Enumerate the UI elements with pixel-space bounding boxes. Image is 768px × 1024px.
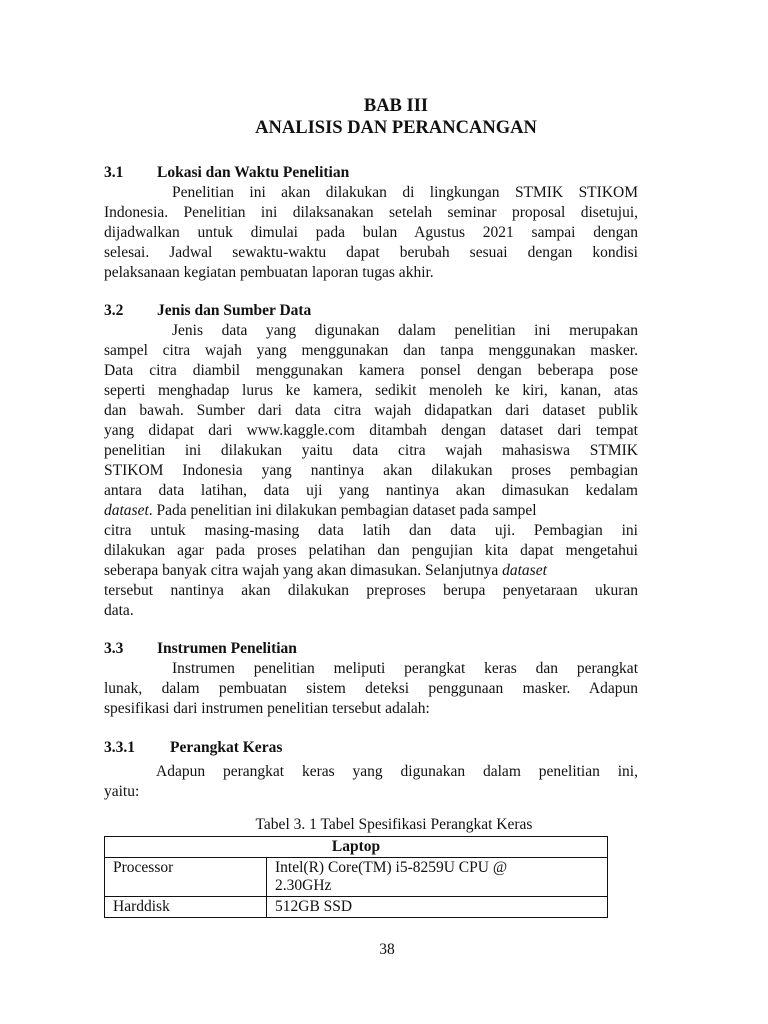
table-cell-label: Harddisk (105, 897, 267, 918)
italic-term: dataset (502, 562, 547, 579)
paragraph-line: dilakukan agar pada proses pelatihan dan pengujian kita dapat mengetahui (104, 542, 638, 559)
section-paragraph-3-3 (104, 659, 638, 719)
page-number (0, 941, 768, 959)
paragraph-line: Instrumen penelitian meliputi perangkat keras dan perangkat (172, 660, 638, 677)
italic-term: dataset (104, 502, 149, 519)
section-paragraph-3-1 (104, 183, 638, 283)
section-paragraph-3-3-1 (104, 762, 638, 802)
chapter-label: BAB III (363, 96, 429, 116)
table-caption (0, 815, 768, 835)
paragraph-line: dan bawah. Sumber dari data citra wajah didapatkan dari dataset publik (104, 402, 638, 419)
section-paragraph-3-2 (104, 321, 638, 621)
section-title: Jenis dan Sumber Data (157, 302, 312, 319)
paragraph-line: pelaksanaan kegiatan pembuatan laporan tugas akhir. (104, 264, 434, 281)
section-title: Lokasi dan Waktu Penelitian (157, 164, 350, 181)
paragraph-line: selesai. Jadwal sewaktu-waktu dapat berubah sesuai dengan kondisi (104, 244, 638, 261)
table-caption-text: Tabel 3. 1 Tabel Spesifikasi Perangkat Keras (255, 816, 533, 833)
paragraph-line: Adapun perangkat keras yang digunakan dalam penelitian ini, (156, 763, 638, 780)
paragraph-line: STIKOM Indonesia yang nantinya akan dilakukan proses pembagian (104, 462, 638, 479)
table-cell-value-line: Intel(R) Core(TM) i5-8259U CPU @ (275, 859, 508, 876)
table-row (105, 897, 608, 918)
paragraph-line: lunak, dalam pembuatan sistem deteksi penggunaan masker. Adapun (104, 680, 638, 697)
table-cell-value: 512GB SSD (267, 897, 608, 918)
paragraph-line: yang didapat dari www.kaggle.com ditambah dengan dataset dari tempat (104, 422, 638, 439)
paragraph-line: Penelitian ini akan dilakukan di lingkungan STMIK STIKOM (172, 184, 638, 201)
paragraph-line: tersebut nantinya akan dilakukan preproses berupa penyetaraan ukuran (104, 582, 638, 599)
paragraph-line: citra untuk masing-masing data latih dan data uji. Pembagian ini (104, 522, 638, 539)
section-heading-3-3 (104, 639, 297, 659)
section-number: 3.2 (104, 302, 124, 319)
paragraph-line: data. (104, 602, 134, 619)
paragraph-line: Jenis data yang digunakan dalam penelitian ini merupakan (172, 322, 638, 339)
section-number: 3.3 (104, 640, 124, 657)
section-heading-3-1 (104, 163, 349, 183)
section-heading-3-3-1 (104, 738, 282, 758)
section-title: Instrumen Penelitian (157, 640, 297, 657)
table-cell-label: Processor (105, 858, 267, 897)
section-number: 3.1 (104, 164, 124, 181)
table-cell-value-line: 2.30GHz (275, 877, 332, 894)
table-header: Laptop (105, 837, 608, 858)
section-number: 3.3.1 (104, 739, 135, 756)
paragraph-line: antara data latihan, data uji yang nantinya akan dimasukan kedalam (104, 482, 638, 499)
section-heading-3-2 (104, 301, 311, 321)
paragraph-line-text: . Pada penelitian ini dilakukan pembagian dataset pada sampel (148, 502, 537, 519)
paragraph-line: Data citra diambil menggunakan kamera ponsel dengan beberapa pose (104, 362, 638, 379)
table-header-row (105, 837, 608, 858)
section-title: Perangkat Keras (170, 739, 283, 756)
paragraph-line (104, 561, 638, 581)
paragraph-line: sampel citra wajah yang menggunakan dan tanpa menggunakan masker. (104, 342, 638, 359)
paragraph-line: spesifikasi dari instrumen penelitian tersebut adalah: (104, 700, 430, 717)
paragraph-line-text: seberapa banyak citra wajah yang akan dimasukan. Selanjutnya (104, 562, 503, 579)
chapter-heading (0, 95, 768, 139)
paragraph-line: penelitian ini dilakukan yaitu data citra wajah mahasiswa STMIK (104, 442, 638, 459)
table-cell-value (267, 858, 608, 897)
hardware-spec-table (104, 836, 608, 918)
chapter-title: ANALISIS DAN PERANCANGAN (255, 118, 537, 138)
paragraph-line: Indonesia. Penelitian ini dilaksanakan setelah seminar proposal disetujui, (104, 204, 638, 221)
paragraph-line: dijadwalkan untuk dimulai pada bulan Agustus 2021 sampai dengan (104, 224, 638, 241)
paragraph-line (104, 501, 638, 521)
page-number-text: 38 (379, 941, 395, 958)
paragraph-line: yaitu: (104, 783, 140, 800)
paragraph-line: seperti menghadap lurus ke kamera, sedikit menoleh ke kiri, kanan, atas (104, 382, 638, 399)
table-row (105, 858, 608, 897)
